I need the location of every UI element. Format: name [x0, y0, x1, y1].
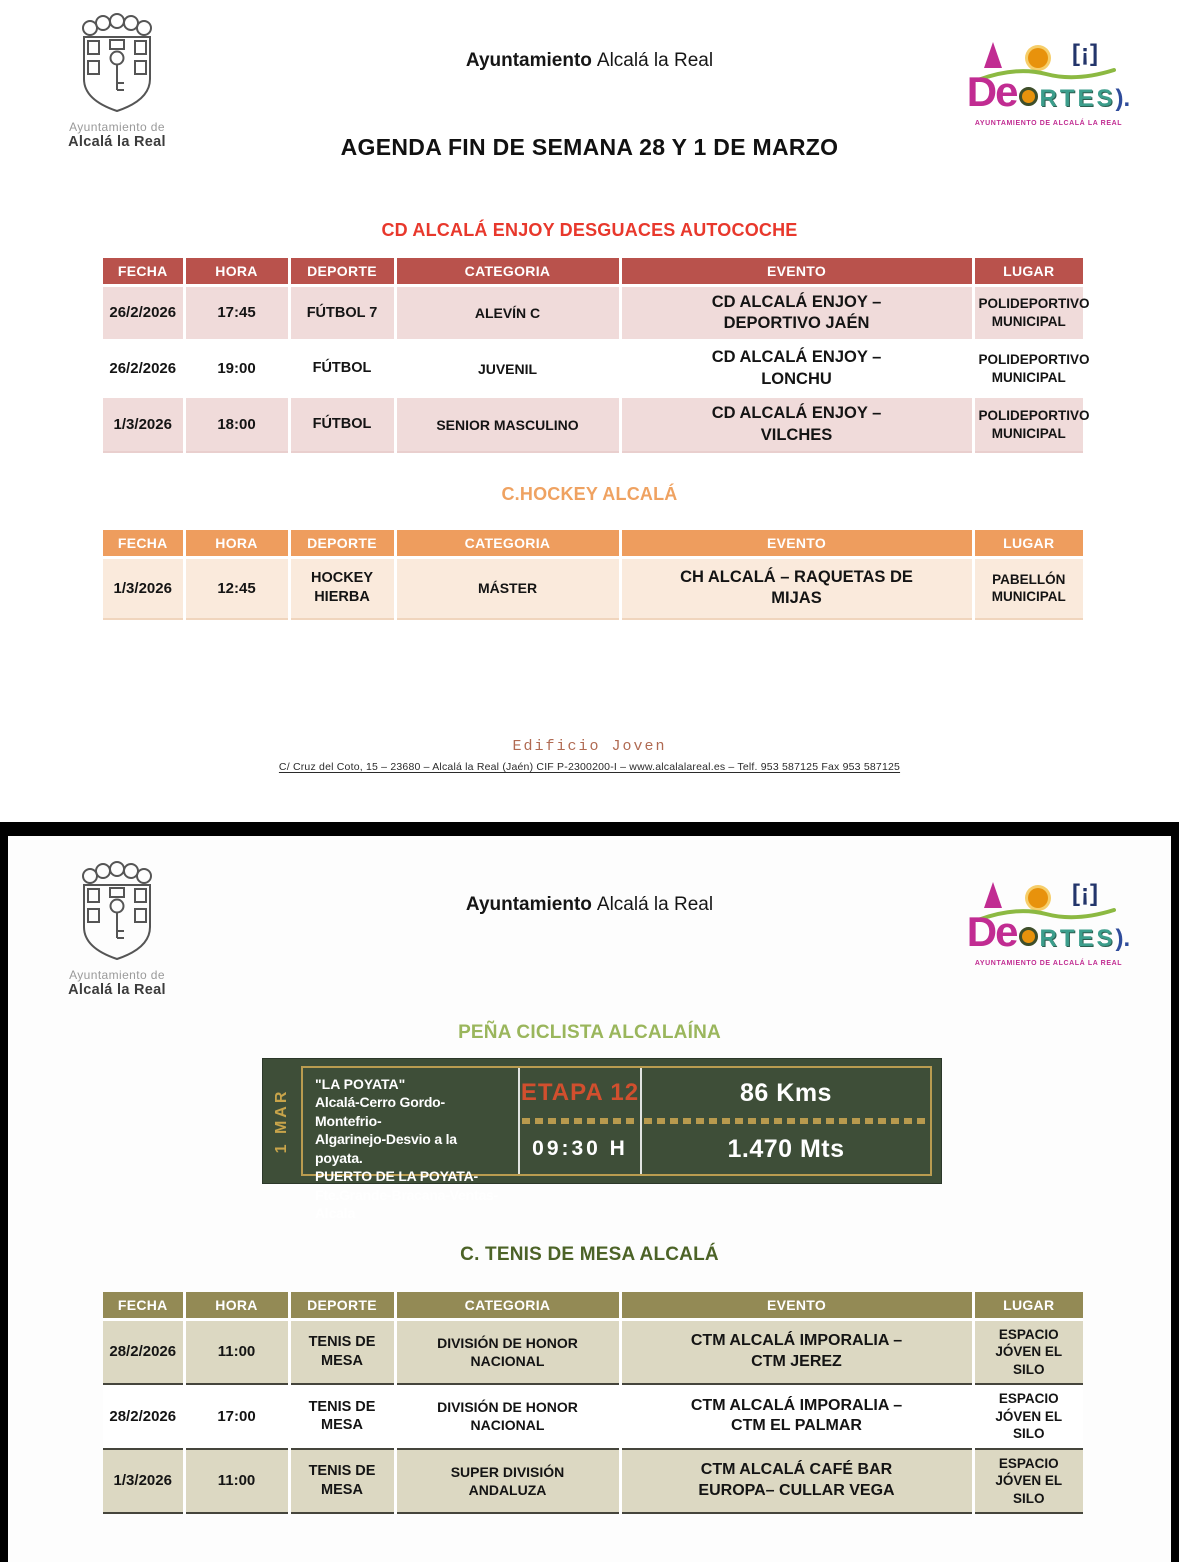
- column-header: HORA: [184, 530, 289, 557]
- city-coat-of-arms: [52, 12, 182, 150]
- column-header: CATEGORIA: [395, 1292, 620, 1319]
- route-line: Alcalá-Cerro Gordo-Montefrio-: [315, 1094, 445, 1129]
- table-row: [103, 1384, 1083, 1449]
- org-header-rest: Alcalá la Real: [596, 894, 714, 915]
- wordmark-tail: ).: [1115, 85, 1131, 112]
- page-edge-right: [1171, 836, 1179, 1562]
- column-header: EVENTO: [620, 1292, 973, 1319]
- table-header-row: [103, 258, 1083, 285]
- org-header-bold: Ayuntamiento: [465, 894, 592, 915]
- deportes-subtitle: AYUNTAMIENTO DE ALCALÁ LA REAL: [974, 960, 1123, 967]
- column-header: FECHA: [103, 258, 184, 285]
- table-cell: FÚTBOL: [289, 397, 395, 452]
- deportes-wordmark: [946, 908, 1151, 956]
- footer-address-line: C/ Cruz del Coto, 15 – 23680 – Alcalá la Real (Jaén) CIF P-2300200-I – www.alcalalareal.es – Telf. 953 587125 Fax 953 587125: [278, 761, 901, 773]
- coat-caption-name: Alcalá la Real: [68, 134, 166, 150]
- table-cell: 18:00: [184, 397, 289, 452]
- stage-stats-column: [642, 1068, 930, 1174]
- section-heading-futbol: CD ALCALÁ ENJOY DESGUACES AUTOCOCHE: [381, 220, 798, 240]
- stage-date-vertical: [263, 1059, 301, 1183]
- futbol-schedule-table: [103, 258, 1090, 453]
- wordmark-rtes: RTES: [1039, 925, 1116, 952]
- tenis-schedule-table: [103, 1292, 1083, 1514]
- stage-time: 09:30 H: [532, 1137, 628, 1160]
- table-cell: 28/2/2026: [103, 1384, 184, 1449]
- bracket-glyph: [¡]: [1072, 880, 1099, 907]
- column-header: EVENTO: [620, 530, 973, 557]
- stage-card-frame: [301, 1066, 932, 1221]
- column-header: LUGAR: [973, 1292, 1083, 1319]
- city-coat-of-arms: [52, 860, 182, 998]
- route-title: "LA POYATA": [315, 1076, 406, 1092]
- table-row: [103, 397, 1083, 452]
- column-header: FECHA: [103, 530, 184, 557]
- table-cell: ESPACIO JÓVEN EL SILO: [973, 1384, 1083, 1449]
- coat-caption-small: Ayuntamiento de: [69, 120, 165, 134]
- hockey-schedule-table: [103, 530, 1083, 620]
- table-cell: CTM ALCALÁ CAFÉ BAR EUROPA– CULLAR VEGA: [620, 1449, 973, 1514]
- table-cell: PABELLÓN MUNICIPAL: [973, 557, 1083, 619]
- table-cell: TENIS DE MESA: [289, 1449, 395, 1514]
- stage-date-text: 1 MAR: [273, 1088, 290, 1154]
- section-heading-hockey: C.HOCKEY ALCALÁ: [501, 484, 678, 504]
- table-cell: CTM ALCALÁ IMPORALIA – CTM JEREZ: [620, 1319, 973, 1384]
- table-row: [103, 341, 1083, 397]
- table-cell: CD ALCALÁ ENJOY – LONCHU: [620, 341, 973, 397]
- deportes-wordmark: [946, 68, 1151, 116]
- column-header: LUGAR: [973, 530, 1083, 557]
- page-edge-left: [0, 836, 8, 1562]
- route-line: PUERTO DE LA POYATA-: [315, 1168, 478, 1185]
- column-header: DEPORTE: [289, 258, 395, 285]
- column-header: LUGAR: [973, 258, 1083, 285]
- table-cell: SUPER DIVISIÓN ANDALUZA: [395, 1449, 620, 1514]
- table-cell: 28/2/2026: [103, 1319, 184, 1384]
- wordmark-de: De: [966, 68, 1017, 115]
- stage-route: [303, 1068, 518, 1221]
- table-row: [103, 1319, 1083, 1384]
- ball-icon: [1019, 927, 1038, 946]
- bracket-glyph: [¡]: [1072, 40, 1099, 67]
- table-cell: TENIS DE MESA: [289, 1384, 395, 1449]
- table-header-row: [103, 530, 1083, 557]
- table-cell: CD ALCALÁ ENJOY – DEPORTIVO JAÉN: [620, 285, 973, 341]
- table-cell: 12:45: [184, 557, 289, 619]
- cycling-stage-card: [262, 1058, 942, 1221]
- column-header: HORA: [184, 258, 289, 285]
- table-cell: MÁSTER: [395, 557, 620, 619]
- table-cell: CTM ALCALÁ IMPORALIA – CTM EL PALMAR: [620, 1384, 973, 1449]
- coat-caption-name: Alcalá la Real: [68, 982, 166, 998]
- table-cell: 26/2/2026: [103, 341, 184, 397]
- page-divider-bar: [0, 822, 1179, 836]
- table-cell: 1/3/2026: [103, 1449, 184, 1514]
- column-header: EVENTO: [620, 258, 973, 285]
- wordmark-de: De: [966, 908, 1017, 955]
- stage-number-column: [520, 1068, 640, 1174]
- table-cell: HOCKEY HIERBA: [289, 557, 395, 619]
- section-heading-ciclista: PEÑA CICLISTA ALCALAÍNA: [458, 1022, 721, 1043]
- stage-number: ETAPA 12: [520, 1079, 640, 1106]
- stage-elevation: 1.470 Mts: [727, 1134, 845, 1163]
- table-cell: 1/3/2026: [103, 397, 184, 452]
- column-header: DEPORTE: [289, 1292, 395, 1319]
- agenda-page-2: [0, 836, 1179, 1562]
- section-heading-tenis: C. TENIS DE MESA ALCALÁ: [460, 1244, 719, 1265]
- table-cell: 1/3/2026: [103, 557, 184, 619]
- table-cell: POLIDEPORTIVO MUNICIPAL: [973, 285, 1083, 341]
- footer-building-name: Edificio Joven: [512, 738, 667, 755]
- table-cell: CD ALCALÁ ENJOY – VILCHES: [620, 397, 973, 452]
- column-header: HORA: [184, 1292, 289, 1319]
- wordmark-rtes: RTES: [1039, 85, 1116, 112]
- column-header: CATEGORIA: [395, 258, 620, 285]
- table-cell: FÚTBOL 7: [289, 285, 395, 341]
- table-cell: ESPACIO JÓVEN EL SILO: [973, 1449, 1083, 1514]
- table-cell: SENIOR MASCULINO: [395, 397, 620, 452]
- org-header-bold: Ayuntamiento: [465, 50, 592, 71]
- stage-distance: 86 Kms: [740, 1078, 832, 1107]
- table-row: [103, 285, 1083, 341]
- table-cell: CH ALCALÁ – RAQUETAS DE MIJAS: [620, 557, 973, 619]
- table-row: [103, 1449, 1083, 1514]
- table-cell: 19:00: [184, 341, 289, 397]
- table-cell: TENIS DE MESA: [289, 1319, 395, 1384]
- table-cell: JUVENIL: [395, 341, 620, 397]
- table-cell: POLIDEPORTIVO MUNICIPAL: [973, 341, 1083, 397]
- org-header-rest: Alcalá la Real: [596, 50, 714, 71]
- table-cell: DIVISIÓN DE HONOR NACIONAL: [395, 1319, 620, 1384]
- table-row: [103, 557, 1083, 619]
- table-cell: FÚTBOL: [289, 341, 395, 397]
- coat-caption-small: Ayuntamiento de: [69, 968, 165, 982]
- deportes-subtitle: AYUNTAMIENTO DE ALCALÁ LA REAL: [974, 120, 1123, 127]
- table-cell: ESPACIO JÓVEN EL SILO: [973, 1319, 1083, 1384]
- page-title: AGENDA FIN DE SEMANA 28 Y 1 DE MARZO: [340, 134, 839, 160]
- table-cell: 17:45: [184, 285, 289, 341]
- table-cell: 17:00: [184, 1384, 289, 1449]
- table-cell: 26/2/2026: [103, 285, 184, 341]
- table-cell: 11:00: [184, 1319, 289, 1384]
- wordmark-tail: ).: [1115, 925, 1131, 952]
- table-header-row: [103, 1292, 1083, 1319]
- column-header: FECHA: [103, 1292, 184, 1319]
- deportes-logo: [946, 880, 1151, 978]
- table-cell: POLIDEPORTIVO MUNICIPAL: [973, 397, 1083, 452]
- route-line: Fte.Grande-Bracana-Ventas-Alcala: [315, 1186, 499, 1221]
- deportes-logo: [946, 40, 1151, 138]
- route-line: Algarinejo-Desvio a la poyata.: [315, 1131, 457, 1166]
- table-cell: DIVISIÓN DE HONOR NACIONAL: [395, 1384, 620, 1449]
- table-cell: 11:00: [184, 1449, 289, 1514]
- table-cell: ALEVÍN C: [395, 285, 620, 341]
- ball-icon: [1019, 87, 1038, 106]
- column-header: CATEGORIA: [395, 530, 620, 557]
- column-header: DEPORTE: [289, 530, 395, 557]
